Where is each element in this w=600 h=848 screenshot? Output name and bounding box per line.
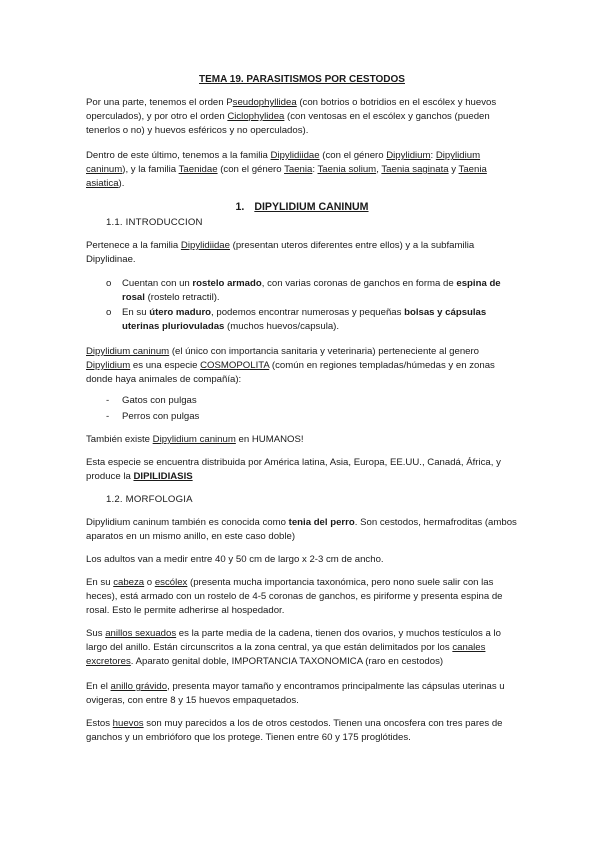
list-item: o En su útero maduro, podemos encontrar numerosas y pequeñas bolsas y cápsulas uterinas pluriovuladas (muchos huevos/capsula). <box>106 307 487 332</box>
section-heading: 1. DIPYLIDIUM CANINUM <box>235 201 369 213</box>
bullet-marker: o <box>106 307 112 318</box>
paragraph-humanos: También existe Dipylidium caninum en HUMANOS! <box>86 434 304 445</box>
paragraph-cosmopolita: Dipylidium caninum (el único con importancia sanitaria y veterinaria) perteneciente al genero Dipylidium es una especie COSMOPOLITA (común en regiones templadas/húmedas y en zonas donde haya animales de compañía): <box>86 346 495 385</box>
document-title: TEMA 19. PARASITISMOS POR CESTODOS <box>199 74 405 85</box>
dash-marker: - <box>106 411 110 422</box>
bullet-marker: o <box>106 278 112 289</box>
list-item: - Gatos con pulgas <box>106 395 197 406</box>
dash-marker: - <box>106 395 110 406</box>
paragraph-huevos: Estos huevos son muy parecidos a los de otros cestodos. Tienen una oncosfera con tres pares de ganchos y un embrióforo que los protege. Tienen entre 60 y 175 proglótides. <box>86 718 503 743</box>
list-item: - Perros con pulgas <box>106 411 200 422</box>
paragraph-tenia-del-perro: Dipylidium caninum también es conocida como tenia del perro. Son cestodos, hermafroditas (ambos aparatos en un mismo anillo, en este caso doble) <box>86 517 517 542</box>
paragraph-family-intro: Pertenece a la familia Dipylidiidae (presentan uteros diferentes entre ellos) y a la subfamilia Dipylidinae. <box>86 240 475 265</box>
paragraph-escolex: En su cabeza o escólex (presenta mucha importancia taxonómica, pero nono suele salir con las heces), está armado con un rostelo de 4-5 coronas de ganchos, es piriforme y presenta espina de rosal. Esto le permite adherirse al hospedador. <box>86 577 503 616</box>
paragraph-orders: Por una parte, tenemos el orden Pseudophyllidea (con botrios o botridios en el escólex y huevos operculados), y por otro el orden Ciclophylidea (con ventosas en el escólex y ganchos (pueden tenerlos o no) y huevos esféricos y no operculados). <box>86 97 497 136</box>
paragraph-anillo-gravido: En el anillo grávido, presenta mayor tamaño y encontramos principalmente las cápsulas uterinas u ovigeras, con entre 8 y 15 huevos empaquetados. <box>86 681 505 706</box>
subsection-heading-morfologia: 1.2. MORFOLOGIA <box>106 494 193 505</box>
paragraph-size: Los adultos van a medir entre 40 y 50 cm de largo x 2-3 cm de ancho. <box>86 554 384 565</box>
paragraph-distribution: Esta especie se encuentra distribuida por América latina, Asia, Europa, EE.UU., Canadá, África, y produce la DIPILIDIASIS <box>86 457 501 482</box>
paragraph-families: Dentro de este último, tenemos a la familia Dipylidiidae (con el género Dipylidium: Dipylidium caninum), y la familia Taenidae (con el género Taenia: Taenia solium, Taenia saginata y Taenia asiatica). <box>86 150 487 189</box>
subsection-heading-introduccion: 1.1. INTRODUCCION <box>106 217 203 228</box>
list-item: o Cuentan con un rostelo armado, con varias coronas de ganchos en forma de espina de rosal (rostelo retractil). <box>106 278 501 303</box>
paragraph-anillos-sexuados: Sus anillos sexuados es la parte media de la cadena, tienen dos ovarios, y muchos testículos a lo largo del anillo. Están circunscritos a la zona central, ya que están delimitados por los canales excretores. Aparato genital doble, IMPORTANCIA TAXONOMICA (raro en cestodos) <box>86 628 501 667</box>
